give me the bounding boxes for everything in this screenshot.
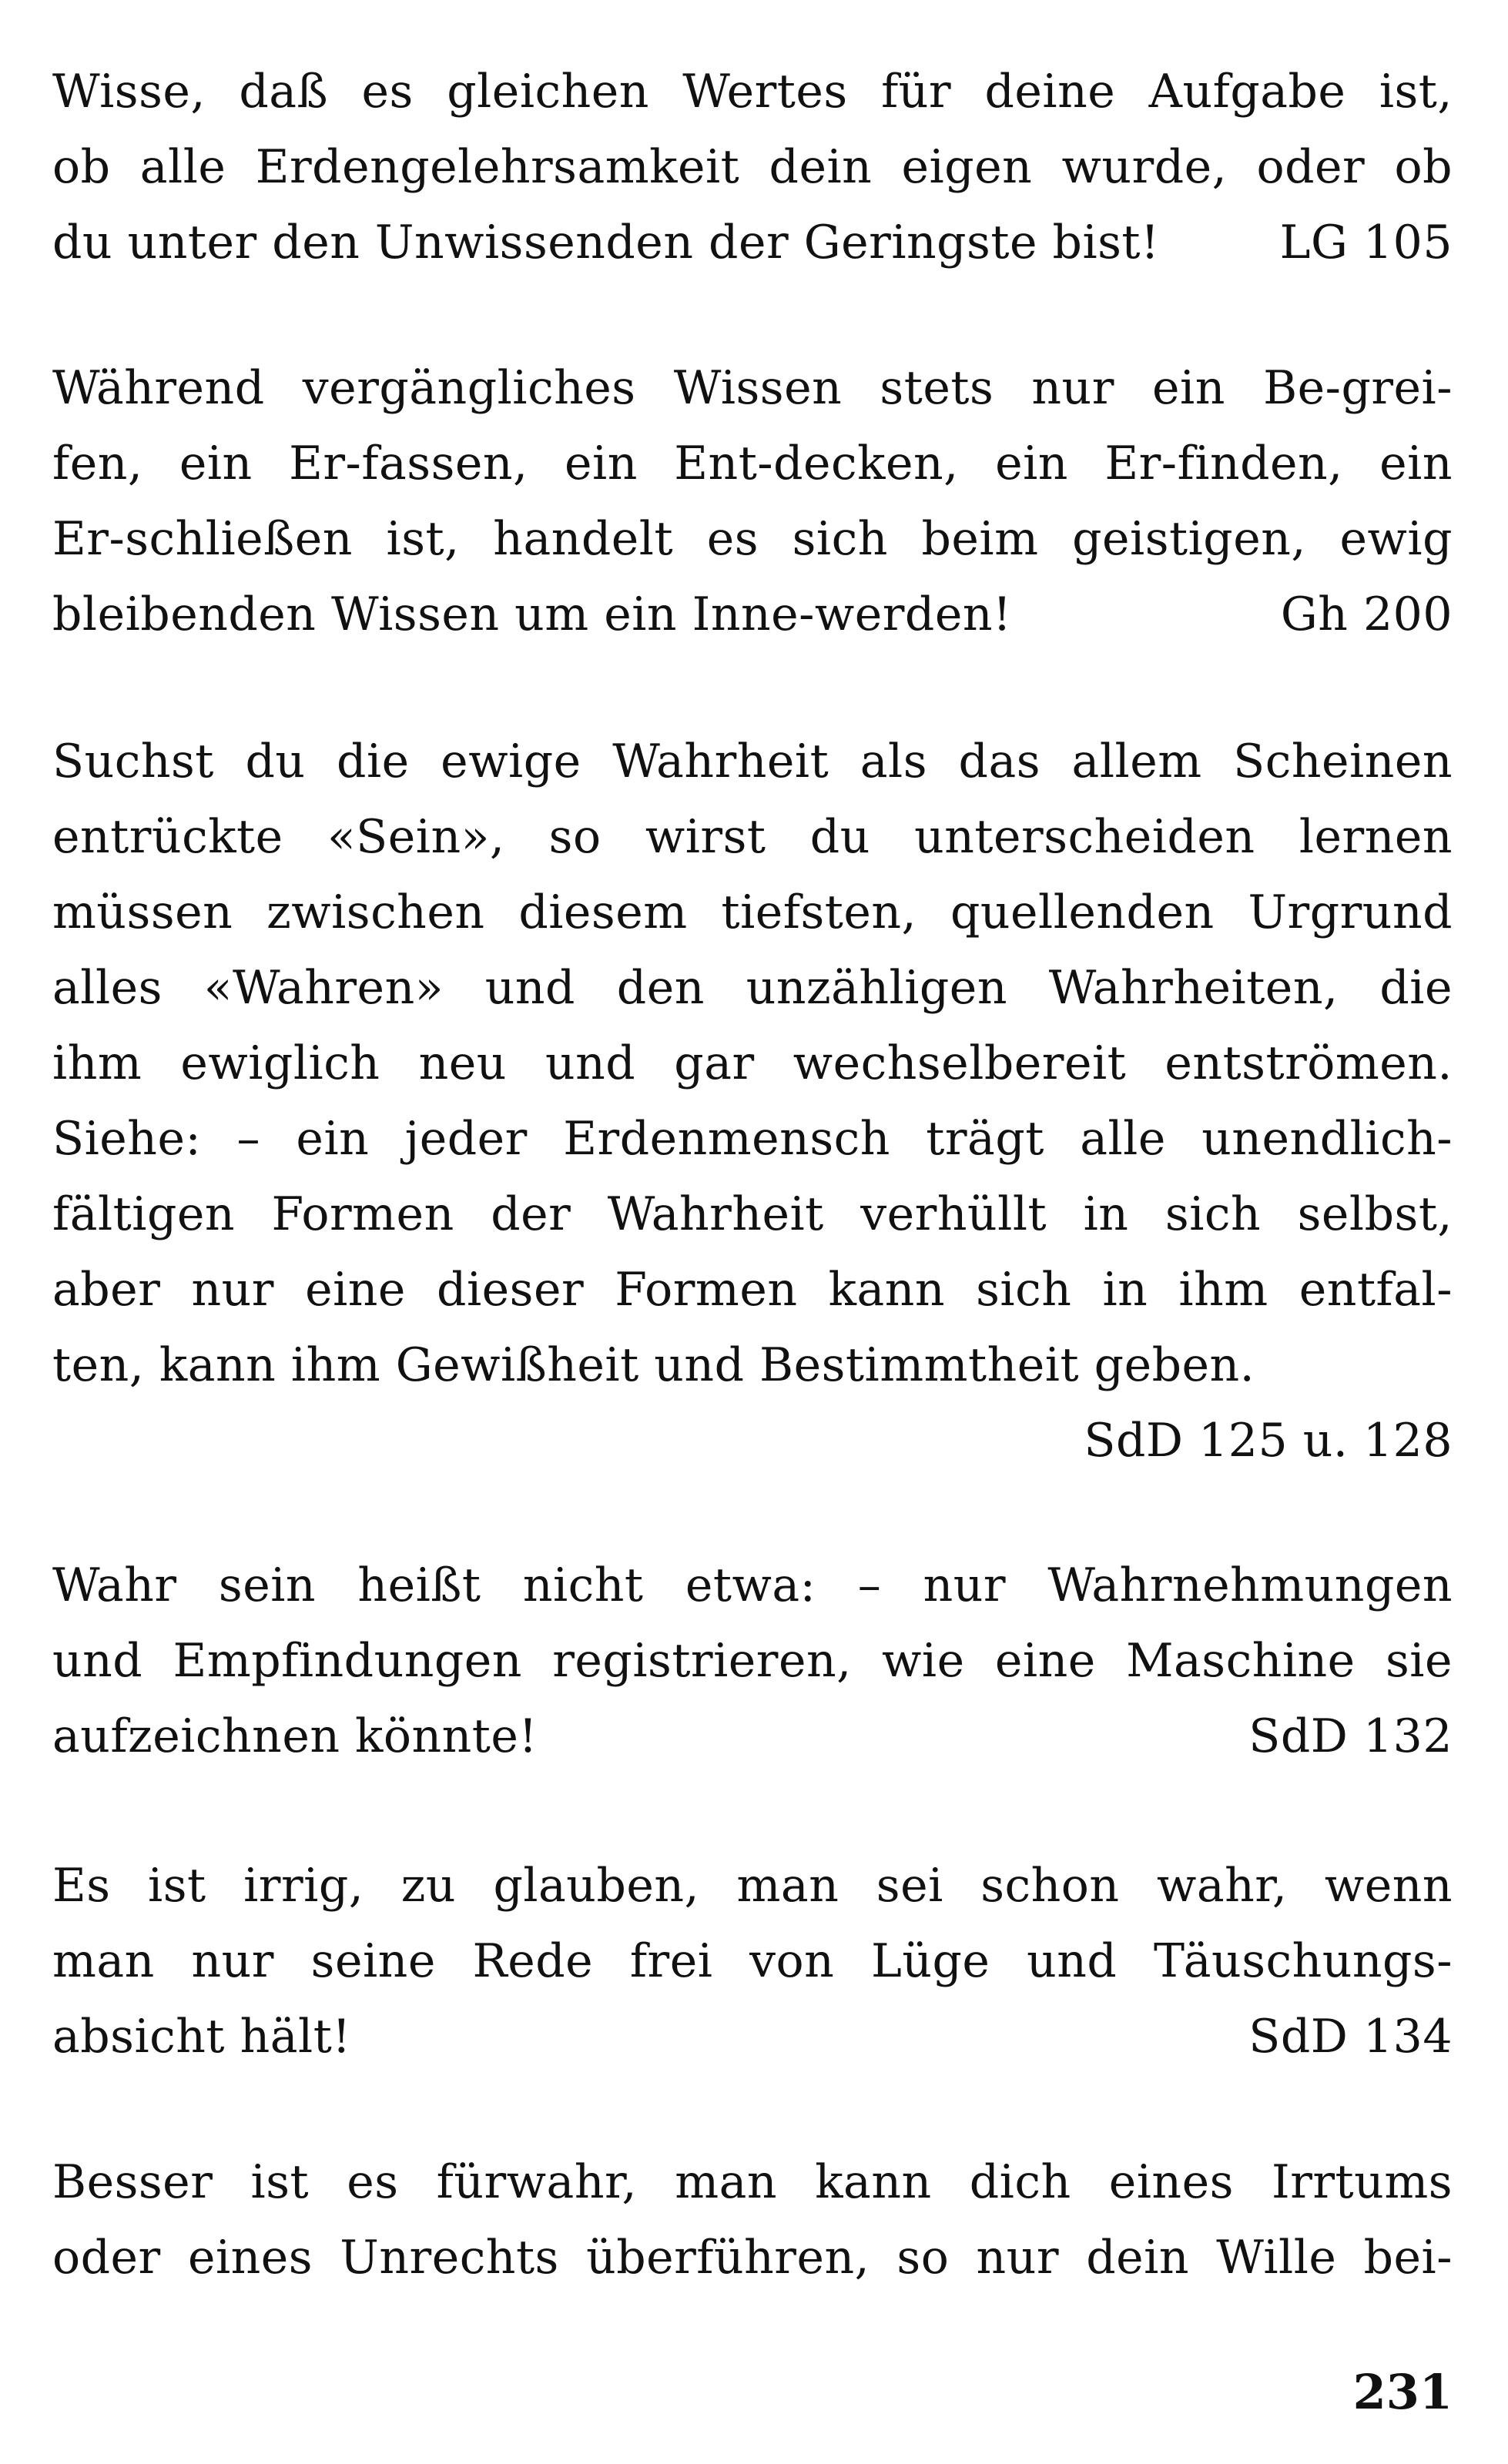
text-line: müssen zwischen diesem tiefsten, quellenden Urgrund [52, 886, 1453, 939]
source-reference: LG 105 [1279, 216, 1453, 270]
quote-paragraph [52, 1548, 1453, 1774]
source-reference: SdD 125 u. 128 [1084, 1414, 1453, 1468]
text-line: fältigen Formen der Wahrheit verhüllt in sich selbst, [52, 1187, 1453, 1241]
text-line: absicht hält! [52, 2010, 351, 2064]
quote-paragraph [52, 724, 1453, 1478]
text-line: bleibenden Wissen um ein Inne-werden! [52, 588, 1012, 641]
text-line: ob alle Erdengelehrsamkeit dein eigen wurde, oder ob [52, 140, 1453, 194]
text-line: Er-schließen ist, handelt es sich beim geistigen, ewig [52, 512, 1453, 566]
source-reference: Gh 200 [1280, 588, 1453, 641]
text-line: Suchst du die ewige Wahrheit als das allem Scheinen [52, 735, 1453, 788]
text-line: Besser ist es fürwahr, man kann dich eines Irrtums [52, 2155, 1453, 2209]
source-reference: SdD 134 [1248, 2010, 1453, 2064]
text-line: man nur seine Rede frei von Lüge und Täuschungs- [52, 1934, 1453, 1988]
text-line: aber nur eine dieser Formen kann sich in ihm entfal- [52, 1263, 1453, 1317]
text-line: Wisse, daß es gleichen Wertes für deine Aufgabe ist, [52, 65, 1453, 119]
quote-paragraph [52, 2144, 1453, 2295]
text-line: und Empfindungen registrieren, wie eine Maschine sie [52, 1634, 1453, 1688]
text-line: Wahr sein heißt nicht etwa: – nur Wahrnehmungen [52, 1558, 1453, 1612]
text-line: du unter den Unwissenden der Geringste bist! [52, 216, 1160, 270]
source-reference: SdD 132 [1248, 1709, 1453, 1763]
text-line: fen, ein Er-fassen, ein Ent-decken, ein Er-finden, ein [52, 437, 1453, 490]
text-line: ten, kann ihm Gewißheit und Bestimmtheit geben. [52, 1338, 1255, 1392]
text-line: Siehe: – ein jeder Erdenmensch trägt alle unendlich- [52, 1112, 1453, 1166]
text-line: Während vergängliches Wissen stets nur ein Be-grei- [52, 361, 1453, 415]
quote-paragraph [52, 54, 1453, 280]
text-line: entrückte «Sein», so wirst du unterscheiden lernen [52, 810, 1453, 864]
quote-paragraph [52, 350, 1453, 652]
page-number: 231 [1352, 2364, 1453, 2420]
text-line: alles «Wahren» und den unzähligen Wahrheiten, die [52, 961, 1453, 1015]
quote-paragraph [52, 1848, 1453, 2074]
text-line: ihm ewiglich neu und gar wechselbereit entströmen. [52, 1036, 1453, 1090]
text-line: Es ist irrig, zu glauben, man sei schon wahr, wenn [52, 1859, 1453, 1913]
text-line: oder eines Unrechts überführen, so nur dein Wille bei- [52, 2231, 1453, 2285]
text-line: aufzeichnen könnte! [52, 1709, 538, 1763]
